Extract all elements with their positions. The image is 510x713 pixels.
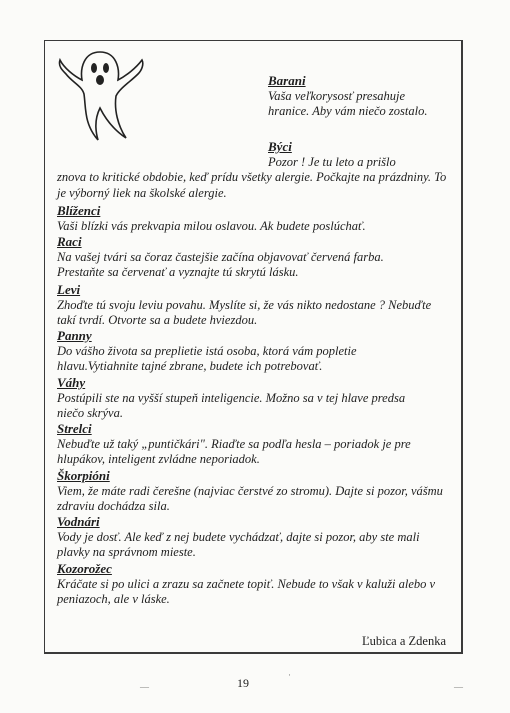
sign-name: Kozorožec: [57, 561, 112, 576]
sign-name: Vodnári: [57, 514, 100, 529]
sign-byci: [268, 139, 438, 170]
sign-vodnari: [57, 514, 452, 561]
sign-name: Býci: [268, 139, 292, 154]
sign-strelci: [57, 421, 427, 468]
sign-text: Postúpili ste na vyšší stupeň inteligencie. Možno sa v tej hlave predsa niečo skrýva.: [57, 390, 406, 420]
signature: Ľubica a Zdenka: [362, 634, 446, 648]
sign-name: Levi: [57, 282, 81, 297]
sign-raci: [57, 234, 427, 281]
sign-text: Nebuďte už taký „puntičkári". Riaďte sa podľa hesla – poriadok je pre hlupákov, inteligent zvládne neporiadok.: [57, 436, 411, 466]
sign-kozorozec: [57, 561, 452, 608]
sign-text: Vaša veľkorysosť presahuje hranice. Aby vám niečo zostalo.: [268, 88, 428, 118]
sign-blizenci: [57, 203, 452, 234]
sign-name: Panny: [57, 328, 92, 343]
page-number: 19: [237, 676, 249, 690]
sign-text: Vody je dosť. Ale keď z nej budete vychádzať, dajte si pozor, aby ste mali plavky na správnom mieste.: [57, 529, 420, 559]
sign-name: Blíženci: [57, 203, 101, 218]
speck: ·: [288, 670, 291, 680]
sign-skorpioni: [57, 468, 452, 515]
sign-text: znova to kritické obdobie, keď prídu všetky alergie. Počkajte na prázdniny. To je výborný liek na školské alergie.: [57, 170, 447, 200]
sign-name: Škorpióni: [57, 468, 110, 483]
sign-levi: [57, 282, 452, 329]
sign-barani: [268, 73, 438, 120]
sign-text-top: Pozor ! Je tu leto a prišlo: [268, 154, 396, 169]
sign-vahy: [57, 375, 432, 422]
sign-name: Barani: [268, 73, 306, 88]
sign-text: Zhoďte tú svoju leviu povahu. Myslíte si, že vás nikto nedostane ? Nebuďte takí tvrdí. Otvorte sa a budete hviezdou.: [57, 297, 432, 327]
ghost-icon: [54, 46, 146, 146]
speck: —: [454, 682, 463, 692]
sign-name: Strelci: [57, 421, 92, 436]
speck: —: [140, 682, 149, 692]
sign-byci-continued: [57, 170, 452, 201]
sign-text: Na vašej tvári sa čoraz častejšie začína objavovať červená farba. Prestaňte sa červenať a vyznajte tú skrytú lásku.: [57, 249, 384, 279]
sign-name: Váhy: [57, 375, 86, 390]
sign-text: Viem, že máte radi čerešne (najviac čerstvé zo stromu). Dajte si pozor, vášmu zdraviu dochádza sila.: [57, 483, 443, 513]
sign-text: Kráčate si po ulici a zrazu sa začnete topiť. Nebude to však v kaluži alebo v peniazoch, ale v láske.: [57, 576, 436, 606]
sign-panny: [57, 328, 387, 375]
sign-name: Raci: [57, 234, 82, 249]
sign-text: Do vášho života sa preplietie istá osoba, ktorá vám popletie hlavu.Vytiahnite tajné zbrane, budete ich potrebovať.: [57, 343, 357, 373]
sign-text: Vaši blízki vás prekvapia milou oslavou. Ak budete poslúchať.: [57, 218, 366, 233]
